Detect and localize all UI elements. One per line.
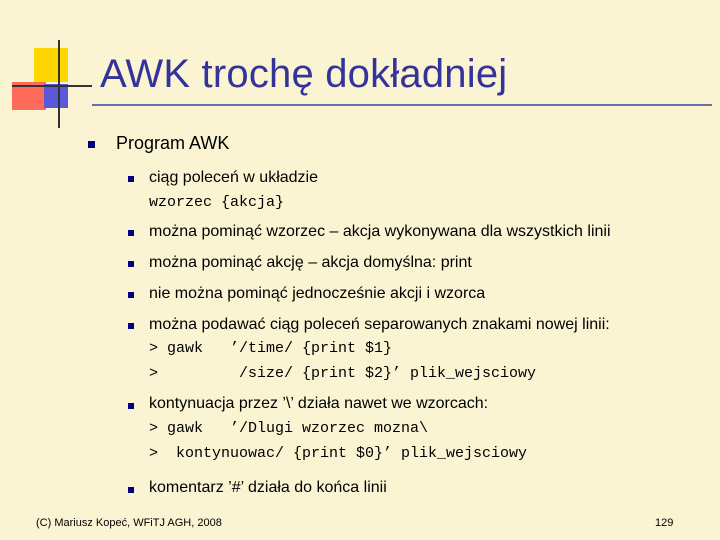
- title-underline: [92, 104, 712, 106]
- bullet-icon: [128, 261, 134, 267]
- bullet-icon: [128, 487, 134, 493]
- code-line: > gawk ’/time/ {print $1}: [149, 340, 393, 357]
- level1-text: Program AWK: [116, 133, 230, 153]
- bullet-icon: [128, 403, 134, 409]
- bullet-icon: [128, 230, 134, 236]
- item-text: kontynuacja przez ’\’ działa nawet we wzorcach:: [149, 395, 489, 412]
- item-text: można podawać ciąg poleceń separowanych znakami nowej linii:: [149, 316, 610, 333]
- bullet-icon: [128, 323, 134, 329]
- level1-bullet: [88, 141, 95, 148]
- code-line: wzorzec {akcja}: [149, 194, 285, 211]
- code-line: > gawk ’/Dlugi wzorzec mozna\: [149, 420, 429, 437]
- item-text: ciąg poleceń w układzie: [149, 169, 318, 186]
- blue-square: [44, 84, 68, 108]
- bullet-icon: [128, 292, 134, 298]
- code-line: > /size/ {print $2}’ plik_wejsciowy: [149, 365, 537, 382]
- bullet-icon: [128, 176, 134, 182]
- code-line: > kontynuowac/ {print $0}’ plik_wejsciowy: [149, 445, 528, 462]
- footer-author: (C) Mariusz Kopeć, WFiTJ AGH, 2008: [36, 517, 222, 529]
- yellow-square: [34, 48, 68, 82]
- slide-title: AWK trochę dokładniej: [100, 52, 508, 96]
- item-text: można pominąć akcję – akcja domyślna: print: [149, 254, 472, 271]
- item-text: można pominąć wzorzec – akcja wykonywana dla wszystkich linii: [149, 223, 611, 240]
- item-text: komentarz ’#’ działa do końca linii: [149, 479, 387, 496]
- page-number: 129: [655, 517, 674, 529]
- item-text: nie można pominąć jednocześnie akcji i wzorca: [149, 285, 486, 302]
